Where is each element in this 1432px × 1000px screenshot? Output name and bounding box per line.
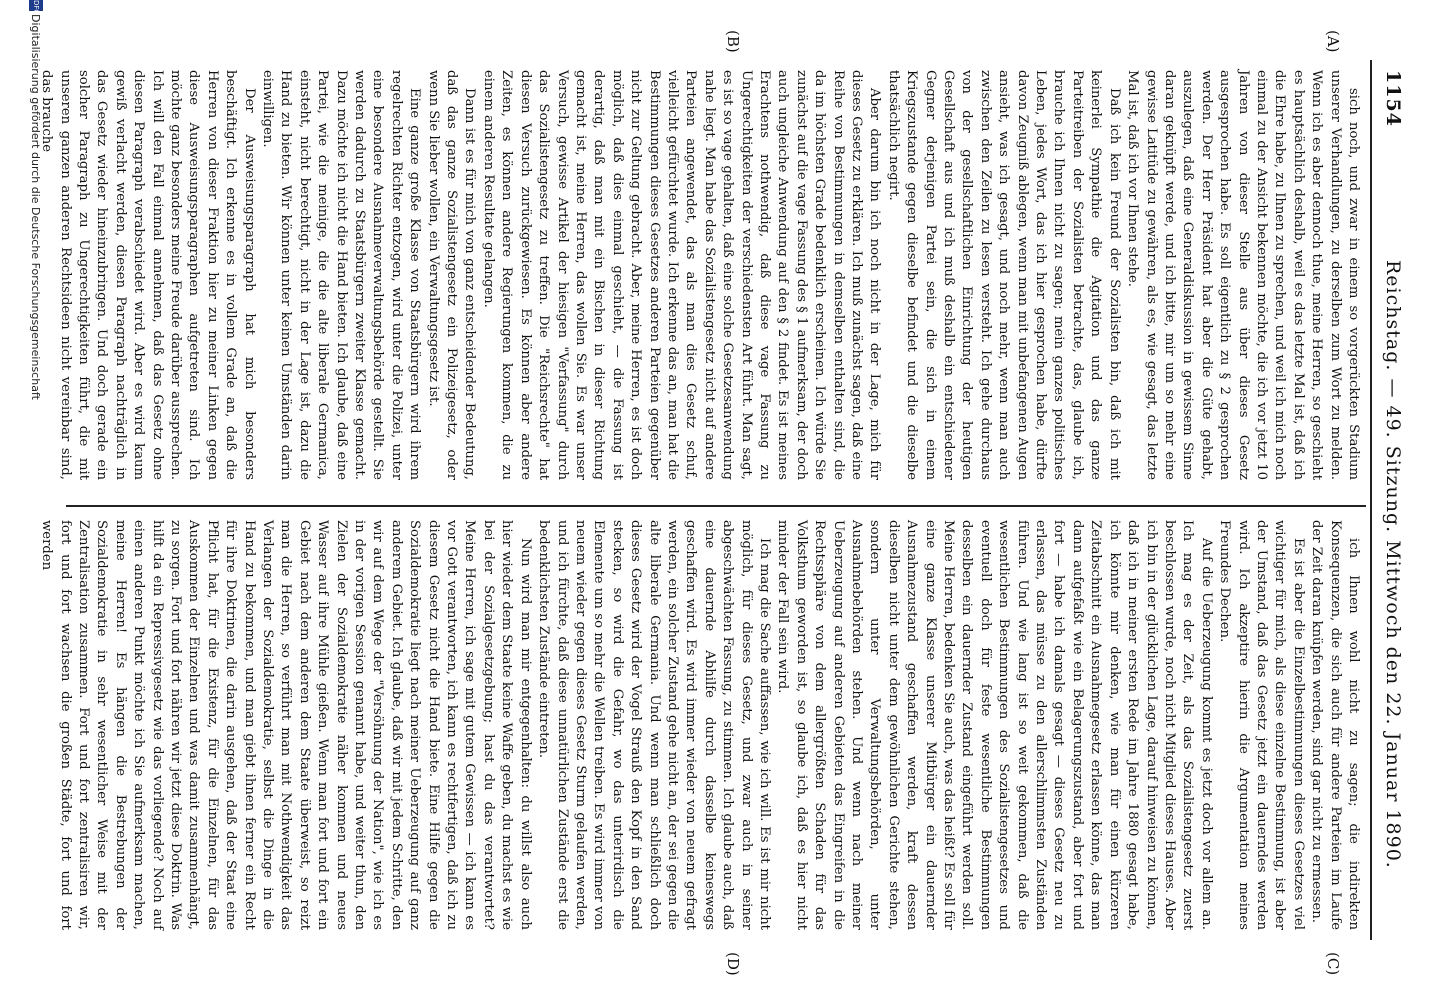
page-title: Reichstag. — 49. Sitzung. Mittwoch den 22. Januar 1890. <box>1382 260 1404 869</box>
margin-mark-a: (A) <box>1324 30 1342 53</box>
margin-mark-d: (D) <box>724 952 742 976</box>
paragraph: Daß ich kein Freund der Sozialisten bin, daß ich mit keinerlei Sympathie die Agitation und das ganze Parteitreiben der Sozialisten betrachte, das, glaube ich, brauche ich Ihnen nicht zu sagen; mein ganzes politisches Leben, jedes Wort, das ich hier gesprochen habe, dürfte davon Zeugniß ablegen, wenn man mit unbefangenen Augen ansieht, was ich gesagt, und noch mehr, wenn man auch zwischen den Zeilen zu lesen versteht. Ich gehe durchaus von der gesellschaftlichen Einrichtung der heutigen Gesellschaft aus und ich muß deshalb ein entschiedener Gegner derjenigen Partei sein, die sich in einem Kriegszustande gegen dieselbe befindet und die dieselbe thatsächlich negirt. <box>885 70 1122 480</box>
paragraph: Ich mag die Sache auffassen, wie ich will. Es ist mir nicht möglich, für dieses Gesetz, und zwar auch in seiner abgeschwächten Fassung, zu stimmen. Ich glaube auch, daß eine dauernde Abhilfe durch dasselbe keineswegs geschaffen wird. Es wird immer wieder von neuem gefragt werden, ein solcher Zustand gehe nicht an, der sei gegen die alte liberale Germania. Und wenn man schließlich doch dieses Gesetz wird der Vogel Strauß den Kopf in den Sand stecken, so wird die Gefahr, wo das unterirdisch die Elemente um so mehr die Wellen treiben. Es wird immer von neuem wieder gegen dieses Gesetz Sturm gelaufen werden, und ich fürchte, daß diese unnatürlichen Zustände erst die bedenklichsten Zustände eintreten. <box>536 520 772 930</box>
paragraph: Es ist aber die Einzelbestimmungen dieses Gesetzes viel wichtiger für mich, als diese einzelne Bestimmung, ist aber der Umstand, daß das Gesetz jetzt ein dauerndes werden wird. Ich akzeptire hierin die Argumentation meines Freundes Dechen. <box>1217 520 1306 930</box>
left-text-column <box>39 70 1362 480</box>
paragraph: Nun wird man mir entgegenhalten: du willst also auch hier wieder dem Staate keine Waffe geben, du machst es wie bei der Sozialgesetzgebung; hast du das verantwortet? Meine Herren, ich sage mit gutem Gewissen — ich kann es vor Gott verantworten, ich kann es rechtfertigen, daß ich zu diesem Gesetz nicht die Hand biete. Eine Hilfe gegen die Sozialdemokratie liegt nach meiner Ueberzeugung auf ganz anderem Gebiet. Ich glaube, daß wir mit jedem Schritte, den wir auf dem Wege der "Versöhnung der Nation", wie ich es in der vorigen Session genannt habe, und weiter thun, den Zielen der Sozialdemokratie näher kommen und neues Wasser auf ihre Mühle gießen. Wenn man fort und fort ein Gebiet nach dem anderen dem Staate überweist, so reizt man die Herren, so verführt man mit Nothwendigkeit das Verlangen der Sozialdemokratie, selbst die Dinge in die Hand zu bekommen, und man giebt ihnen ferner ein Recht für ihre Doktrinen, die darin ausgehen, daß der Staat eine Pflicht hat, für die Existenz, für die Einzelnen, für das Auskommen der Einzelnen und was damit zusammenhängt, zu sorgen. Fort und fort nähren wir jetzt diese Doktrin. Was hilft da ein Repressivgesetz wie das vorliegende? Noch auf einen anderen Punkt möchte ich Sie aufmerksam machen, meine Herren! Es hängen die Bestrebungen der Sozialdemokratie in sehr wesentlicher Weise mit der Zentralisation zusammen. Fort und fort zentralisiren wir, fort und fort wachsen die großen Städte, fort und fort werden <box>39 520 533 930</box>
paragraph: Aber darum bin ich noch nicht in der Lage, mich für dieses Gesetz zu erklären. Ich muß zunächst sagen, daß eine Reihe von Bestimmungen in demselben enthalten sind, die da im höchsten Grade bedenklich erscheinen. Ich würde Sie zunächst auf die vage Fassung des § 1 aufmerksam, der doch auch ungleiche Anwendung auf den § 2 findet. Es ist meines Erachtens nothwendig, daß diese vage Fassung zu Ungerechtigkeiten der verschiedensten Art führt. Man sagt, es ist so vage gehalten, daß eine solche Gesetzesanwendung nahe liegt. Man habe das Sozialistengesetz nicht auf andere Parteien angewendet, das als man dies Gesetz schuf, vielleicht gefürchtet wurde. Ich erkenne das an, man hat die Bestimmungen dieses Gesetzes anderen Parteien gegenüber nicht zur Geltung gebracht. Aber, meine Herren, es ist doch möglich, daß dies einmal geschieht, — die Fassung ist derartig, daß man mit ein Bischen in dieser Richtung gemacht ist, meine Herren, das wollen Sie. Es war unser Versuch, gewisse Artikel der hiesigen "Verfassung" durch das Sozialistengesetz zu treffen. Die "Reichsrechte" hat diesen Versuch zurückgewiesen. Es können aber andere Zeiten, es können andere Regierungen kommen, die zu einem anderen Resultate gelangen. <box>480 70 883 480</box>
paragraph: Dann ist es für mich von ganz entscheidender Bedeutung, daß das ganze Sozialistengesetz ein Polizeigesetz, oder wenn Sie lieber wollen, ein Verwaltungsgesetz ist. <box>425 70 478 480</box>
paragraph: sich noch, und zwar in einem so vorgerückten Stadium unserer Verhandlungen, zu derselben zum Wort zu melden. Wenn ich es aber dennoch thue, meine Herren, so geschieht es hauptsächlich deshalb, weil es das letzte Mal ist, daß ich die Ehre habe, zu Ihnen zu sprechen, und weil ich mich noch einmal zu der Ansicht bekennen möchte, die ich vor jetzt 10 Jahren von dieser Stelle aus über dieses Gesetz ausgesprochen habe. Es soll eigentlich zu § 2 gesprochen werden. Der Herr Präsident hat aber die Güte gehabt, auszulegen, daß eine Generaldiskussion in gewissem Sinne daran geknüpft werde, und ich bitte, mir um so mehr eine gewisse Latitüde zu gewähren, als es, wie gesagt, das letzte Mal ist, daß ich vor Ihnen stehe. <box>1125 70 1361 480</box>
paragraph: Auf die Ueberzeugung kommt es jetzt doch vor allem an. Ich mag es der Zeit, als das Sozialistengesetz zuerst beschlossen wurde, noch nicht Mitglied dieses Hauses. Aber ich bin in der glücklichen Lage, darauf hinweisen zu können, daß ich in meiner ersten Rede im Jahre 1880 gesagt habe, ich könnte mir denken, wie man für einen kürzeren Zeitabschnitt ein Ausnahmegesetz erlassen könne, das man dann aufgefaßt wie ein Belagerungszustand, aber fort und fort — habe ich damals gesagt — dieses Gesetz neu zu erlassen, das müsse zu den allerschlimmsten Zuständen führen. Und wie lang ist so weit gekommen, daß die wesentlichen Bestimmungen des Sozialistengesetzes und eventuell doch für feste wesentliche Bestimmungen desselben ein dauernder Zustand eingeführt werden soll. Meine Herren, bedenken Sie auch, was das heißt? Es soll für eine ganze Klasse unserer Mitbürger ein dauernder Ausnahmezustand geschaffen werden, kraft dessen dieselben nicht unter dem gewöhnlichen Gerichte stehen, sondern unter Verwaltungsbehörden, unter Ausnahmebehörden stehen. Und wenn nach meiner Ueberzeugung auf anderen Gebieten das Eingreifen in die Rechtssphäre von dem allergrößten Schaden für das Volksthum geworden ist, so glaube ich, daß es hier nicht minder der Fall sein wird. <box>775 520 1214 930</box>
right-text-column <box>39 520 1362 930</box>
digitization-footer <box>24 0 44 1000</box>
digitization-credit: Digitalisierung gefördert durch die Deutsche Forschungsgemeinschaft <box>29 14 42 400</box>
header-rule <box>1370 60 1372 940</box>
paragraph: ich Ihnen wohl nicht zu sagen; die indirekten Konsequenzen, die sich auch für andere Parteien im Laufe der Zeit daran knüpfen werden, sind gar nicht zu ermessen. <box>1309 520 1361 930</box>
column-divider <box>66 505 1366 507</box>
page-header <box>1378 60 1404 940</box>
paragraph: Der Ausweisungsparagraph hat mich besonders beschäftigt. Ich erkenne es in vollem Grade an, daß die Herren von dieser Fraktion hier zu meiner Linken gegen diese Ausweisungsparagraphen aufgetreten sind. Ich möchte ganz besonders meine Freude darüber aussprechen. Ich will den Fall einmal annehmen, daß das Gesetz ohne diesen Paragraph verabschiedet wird. Aber es wird kaum gewiß verlacht werden, diesen Paragraph nachträglich in das Gesetz wieder hineinzubringen. Und doch gerade ein solcher Paragraph zu Ungerechtigkeiten führt, die mit unseren ganzen anderen Rechtsideen nicht vereinbar sind, das brauche <box>39 70 257 480</box>
dfg-logo-icon: DFG <box>29 0 43 11</box>
margin-mark-b: (B) <box>724 30 742 53</box>
margin-mark-c: (C) <box>1324 952 1342 976</box>
page-number: 1154 <box>1382 70 1404 127</box>
paragraph: Eine ganze große Klasse von Staatsbürgern wird ihrem regelrechten Richter entzogen, wird unter die Polizei, unter eine besondere Ausnahmeverwaltungsbehörde gestellt. Sie werden dadurch zu Staatsbürgern zweiter Klasse gemacht. Dazu möchte ich nicht die Hand bieten. Ich glaube, daß eine Partei, wie die meinige, die die alte liberale Germanica, einsteht, nicht berechtigt, nicht in der Lage ist, dazu die Hand zu bieten. Wir können unter keinen Umständen darin einwilligen. <box>260 70 423 480</box>
